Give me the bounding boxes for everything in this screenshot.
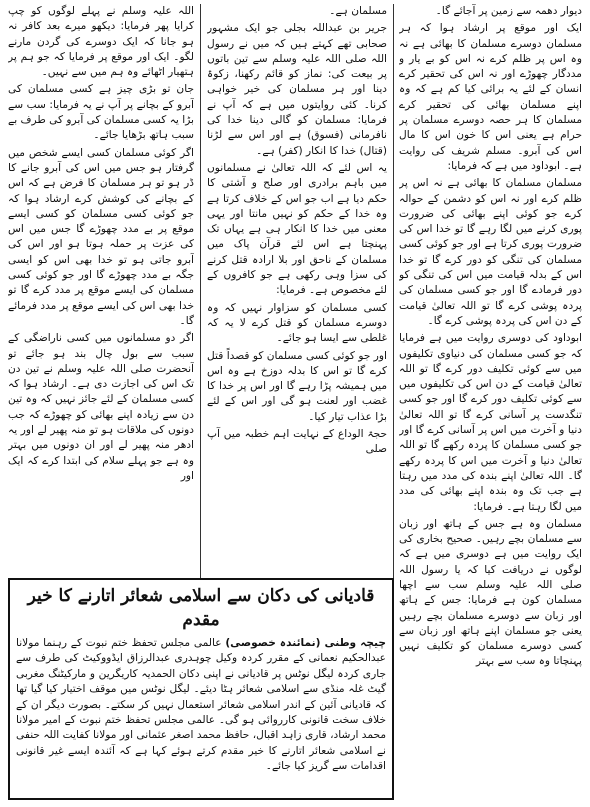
text-column-left [8, 4, 194, 582]
quote-paragraph: اور جو کوئی کسی مسلمان کو قصداً قتل کرے گا تو اس کا بدلہ دوزخ ہے وہ اس میں ہمیشہ پڑا رہے گا اور اس پر خدا کا غضب اور لعنت ہو گی اور اس کے لئے بڑا عذاب تیار کیا۔ [207, 349, 387, 423]
news-article-box [8, 578, 394, 800]
paragraph: جان تو بڑی چیز ہے کسی مسلمان کی آبرو کے بچانے پر آپ نے یہ فرمایا: سب سے بڑا یہ کسی مسلمان کی آبرو کی طرف بے سبب ہاتھ بڑھایا جائے۔ [8, 83, 194, 142]
paragraph: حجۃ الوداع کے نہایت اہم خطبہ میں آپ صلی [207, 428, 387, 456]
column-divider [200, 4, 201, 578]
paragraph: اللہ علیہ وسلم نے پہلے لوگوں کو چپ کرایا پھر فرمایا: دیکھو میرے بعد کافر نہ ہو جانا کہ ایک دوسرے کی گردن مارنے لگو۔ ایک اور موقع پر فرمایا کہ جو ہم پر ہتھیار اٹھائے وہ ہم میں سے نہیں۔ [8, 5, 194, 79]
paragraph: یہ اس لئے کہ اللہ تعالیٰ نے مسلمانوں میں باہم برادری اور صلح و آشتی کا حکم دیا ہے اب جو اس کے خلاف کرتا ہے وہ خدا کے حکم کو نہیں مانتا اور یہی معنی میں خدا کا انکار ہی ہے یہاں تک پہنچتا ہے اس لئے قرآن پاک میں مسلمان کے ناحق اور بلا ارادہ قتل کرنے کی سزا وہی رکھی ہے جو کافروں کے لئے مخصوص ہے۔ فرمایا: [207, 161, 387, 297]
column-divider [393, 4, 394, 578]
paragraph: ایک اور موقع پر ارشاد ہوا کہ ہر مسلمان دوسرے مسلمان کا بھائی ہے نہ وہ اس پر ظلم کرے نہ اس کو بے یار و مددگار چھوڑے اور نہ اس کی تحقیر کرے انسان کے لئے یہ برائی کیا کم ہے کہ وہ اپنے مسلمان بھائی کی تحقیر کرے مسلمان کا ہر حصہ دوسرے مسلمان پر حرام ہے یعنی اس کا خون اس کا مال اس کی آبرو۔ مسلم شریف کی روایت ہے۔ ابوداود میں ہے کہ فرمایا: [399, 22, 582, 172]
quote-paragraph: کسی مسلمان کو سزاوار نہیں کہ وہ دوسرے مسلمان کو قتل کرے لا یہ کہ غلطی سے ایسا ہو جائے۔ [207, 301, 387, 345]
paragraph: مسلمان مسلمان کا بھائی ہے نہ اس پر ظلم کرے اور نہ اس کو دشمن کے حوالہ کرے جو کوئی اپنے بھائی کی ضرورت پوری کرنے میں لگا رہے گا تو خدا اس کی ضرورت پوری کرتا ہے اور جو کوئی کسی مسلمان کی تنگی کو دور کرے گا تو خدا اس کے بدلہ قیامت میں اس کی تنگی کو دور فرمادے گا اور جو کسی مسلمان کی پردہ پوشی کرے گا تو اللہ تعالیٰ قیامت کے دن اس کی پردہ پوشی کرے گا۔ [399, 177, 582, 327]
text-column-right [399, 4, 582, 804]
article-body: عالمی مجلس تحفظ ختم نبوت کے رہنما مولانا عبدالحکیم نعمانی کے مقرر کردہ وکیل چوہدری عبدالرزاق ایڈووکیٹ کی طرف سے جاری کردہ لیگل نوٹس پر قادیانی نے اپنی دکان الحمدیہ کاریگرین و مارکیٹنگ مغربی گیٹ غلہ منڈی سے اسلامی شعائر ہٹا دیئے۔ لیگل نوٹس میں موقف اختیار کیا گیا تھا کہ قادیانی آئین کے اندر اسلامی شعائر استعمال نہیں کر سکتے۔ بصورت دیگر ان کے خلاف سخت قانونی کارروائی ہو گی۔ عالمی مجلس تحفظ ختم نبوت کے امیر مولانا محمد ارشاد، قاری زاہد اقبال، حافظ محمد اصغر عثمانی اور مولانا کفایت اللہ حنفی نے اسلامی شعائر اتارنے کا خیر مقدم کرتے ہوئے کہا ہے کہ آئندہ ایسے غیر قانونی اقدامات سے گریز کیا جائے۔ [16, 637, 386, 773]
paragraph: دیوار دھمہ سے زمین پر آجائے گا۔ [435, 5, 582, 17]
paragraph: جریر بن عبداللہ بجلی جو ایک مشہور صحابی تھے کہتے ہیں کہ میں نے رسول اللہ صلی اللہ علیہ وسلم سے تین باتوں پر بیعت کی: نماز کو قائم رکھنا، زکوۃ دینا اور ہر مسلمان کی خیر خواہی کرنا۔ کئی روایتوں میں ہے کہ آپ نے فرمایا: مسلمان کو گالی دینا خدا کی نافرمانی (فسوق) ہے اور اس سے لڑنا (قتال) خدا کا انکار (کفر) ہے۔ [207, 22, 387, 157]
article-headline: قادیانی کی دکان سے اسلامی شعائر اتارنے کا خیر مقدم [27, 586, 375, 630]
paragraph: ابوداود کی دوسری روایت میں ہے فرمایا کہ جو کسی مسلمان کی دنیاوی تکلیفوں میں سے کوئی تکلیف دور کرے گا تو اللہ تعالیٰ قیامت کے دن اس کی تکلیفوں میں سے کوئی تکلیف دور کرے گا اور جو کسی تنگدست پر آسانی کرے گا تو اللہ تعالیٰ دنیا و آخرت میں اس پر آسانی کرے گا اور جو کسی مسلمان کا پردہ رکھے گا تو اللہ تعالیٰ دنیا و آخرت میں اس کا پردہ رکھے گا۔ اللہ تعالیٰ اپنے بندہ کی مدد میں رہتا ہے جب تک وہ بندہ اپنے بھائی کی مدد میں لگا رہتا ہے۔ فرمایا: [399, 332, 582, 513]
text-column-middle [207, 4, 387, 582]
paragraph: اگر دو مسلمانوں میں کسی ناراضگی کے سبب سے بول چال بند ہو جائے تو آنحضرت صلی اللہ علیہ وسلم نے تین دن تک اس کی اجازت دی ہے۔ ارشاد ہوا کہ کسی مسلمان کے لئے جائز نہیں کہ وہ تین دن سے زیادہ اپنے بھائی کو چھوڑے کہ جب دونوں کی ملاقات ہو تو منہ پھیر لے اور یہ ادھر منہ پھیر لے اور ان دونوں میں بہتر وہ ہے جو پہلے سلام کی ابتدا کرے کہ ایک اور [8, 332, 194, 482]
article-byline: چیچہ وطنی (نمائندہ خصوصی) [225, 637, 387, 649]
paragraph: اگر کوئی مسلمان کسی ایسے شخص میں گرفتار ہو جس میں اس کی آبرو جانے کا ڈر ہو تو ہر مسلمان کا فرض ہے کہ اس کے بچانے کی کوشش کرے ارشاد ہوا کہ جو کوئی کسی مسلمان کو کسی ایسے موقع پر بے مدد چھوڑے گا جس میں اس کی عزت پر حملہ ہوتا ہو اور اس کی آبرو جاتی ہو تو خدا بھی اس کو ایسی جگہ بے مدد چھوڑے گا اور جو کوئی کسی مسلمان کی ایسے موقع پر مدد کرے گا تو خدا بھی اس کی ایسے موقع پر مدد فرمائے گا۔ [8, 146, 194, 327]
article-body-wrapper [16, 636, 386, 775]
paragraph: مسلمان وہ ہے جس کے ہاتھ اور زبان سے مسلمان بچے رہیں۔ صحیح بخاری کی ایک روایت میں ہے دوسری میں ہے کہ لوگوں نے دریافت کیا کہ یا رسول اللہ صلی اللہ علیہ وسلم سب سے اچھا مسلمان کون ہے فرمایا: جس کے ہاتھ اور زبان سے دوسرے مسلمان بچے رہیں یعنی جو مسلمان اپنے ہاتھ اور زبان سے کسی دوسرے مسلمان کو تکلیف نہیں پہنچاتا وہ سب سے بہتر [399, 517, 582, 668]
paragraph: مسلمان ہے۔ [329, 5, 387, 17]
